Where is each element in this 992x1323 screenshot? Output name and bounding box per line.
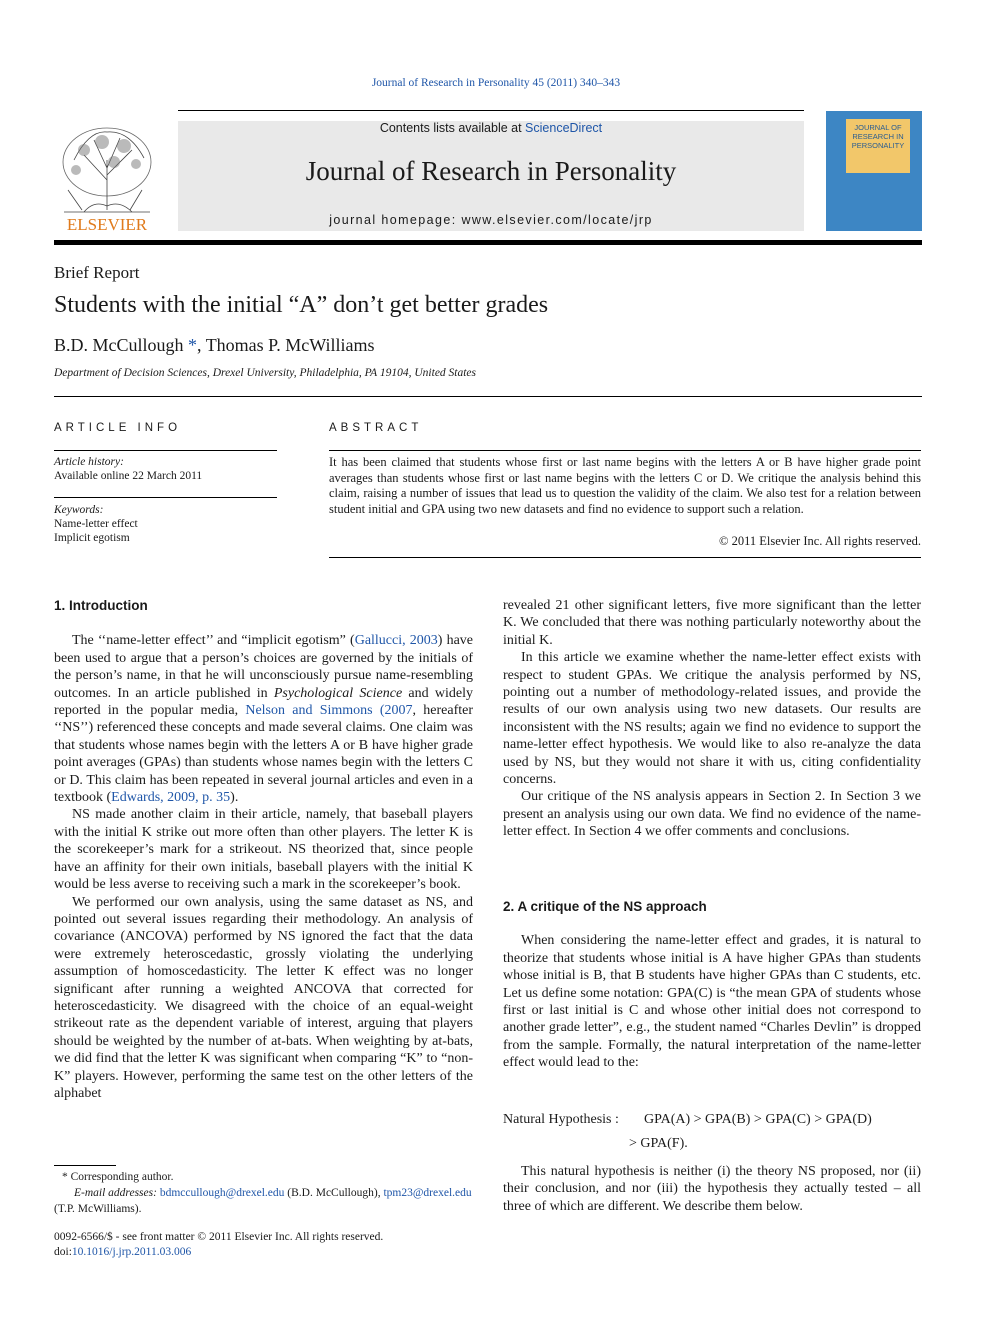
- abstract-copyright: © 2011 Elsevier Inc. All rights reserved.: [718, 534, 921, 548]
- intro-paragraph-1: The ‘‘name-letter effect’’ and “implicit egotism” (Gallucci, 2003) have been used to argue that a person’s choices are governed by the initials of the person’s name, in that he will unconsciously pursue name-resembling outcomes. In an article published in Psychological Science and widely reported in the popular media, Nelson and Simmons (2007, hereafter ‘‘NS’’) referenced these concepts and made several claims. One claim was that students whose names begin with the letters A or B have higher grade point averages (GPAs) than students whose names begin with the letters C or D. This claim has been repeated in several journal articles and even in a textbook (Edwards, 2009, p. 35).: [54, 633, 474, 806]
- email-mcwilliams[interactable]: tpm23@drexel.edu: [383, 1187, 472, 1199]
- intro-paragraph-3: We performed our own analysis, using the same dataset as NS, and pointed out several issues regarding their methodology. An analysis of covariance (ANCOVA) performed by NS ignored the fact that the data were extremely heteroscedastic, grossly violating the underlying assumption of homoscedasticity. The letter K effect was no longer significant after running a weighted ANCOVA that corrected for heteroscedasticity. We disagreed with the choice of an equal-weight strikeout rate as the dependent variable of interest, arguing that players should be weighted by the number of at-bats. When weighting by at-bats, we did find that the letter K was significant when comparing “K” to “non-K” players. However, performing the same test on the other letters of the alphabet: [54, 894, 473, 1101]
- equation-label: Natural Hypothesis :: [503, 1112, 619, 1127]
- footnote-rule: [54, 1165, 116, 1166]
- author-1: B.D. McCullough: [54, 335, 184, 355]
- article-type: Brief Report: [54, 263, 140, 282]
- cite-nelson-simmons[interactable]: Nelson and Simmons (2007: [245, 703, 413, 719]
- info-rule-2: [54, 497, 277, 498]
- doi-link[interactable]: 10.1016/j.jrp.2011.03.006: [71, 1246, 192, 1258]
- title-rule: [54, 396, 922, 397]
- cite-edwards[interactable]: Edwards, 2009, p. 35: [111, 790, 231, 806]
- doi-line: doi:10.1016/j.jrp.2011.03.006: [54, 1246, 192, 1258]
- issn-line: 0092-6566/$ - see front matter © 2011 Elsevier Inc. All rights reserved.: [54, 1231, 384, 1243]
- intro-heading: 1. Introduction: [54, 598, 148, 613]
- corresponding-mark[interactable]: *: [188, 335, 198, 355]
- keywords-label: Keywords:: [54, 504, 104, 516]
- author-2: , Thomas P. McWilliams: [197, 335, 375, 355]
- section-2-paragraph-1: When considering the name-letter effect and grades, it is natural to theorize that students whose initial is A have higher GPAs than students whose initial is B, that B students have higher GPAs than C students, etc. Let us define some notation: GPA(C) is “the mean GPA of students whose first or last initial is C and whose other initial does not correspond to another grade letter”, e.g., the student named “Charles Devlin” is dropped from the sample. Formally, the natural interpretation of the name-letter effect would lead to the:: [503, 933, 921, 1071]
- info-rule-1: [54, 450, 277, 451]
- journal-homepage[interactable]: journal homepage: www.elsevier.com/locate/jrp: [329, 213, 653, 227]
- footnote-emails: E-mail addresses: bdmccullough@drexel.edu (B.D. McCullough), tpm23@drexel.edu (T.P. McWilliams).: [54, 1187, 472, 1215]
- header-rule: [178, 110, 804, 111]
- header-thick-rule: [54, 240, 922, 245]
- publisher-name: ELSEVIER: [66, 215, 148, 232]
- history-value: Available online 22 March 2011: [54, 470, 203, 482]
- email-mccullough[interactable]: bdmccullough@drexel.edu: [159, 1187, 285, 1199]
- intro-paragraph-3-cont: revealed 21 other significant letters, five more significant than the letter K. We concluded that there was nothing particularly noteworthy about the initial K.: [503, 598, 921, 648]
- abstract-text: It has been claimed that students whose first or last name begins with the letters A or B have higher grade point averages than students whose first or last name begins with the letters C or D. We critique the analysis behind this claim, raising a number of issues that lead us to question the validity of the claim. We also test for a relation between student initial and GPA using two new datasets and find no evidence to support such a relation.: [329, 455, 921, 516]
- footnote-corresponding: * Corresponding author.: [62, 1171, 174, 1183]
- abstract-heading: ABSTRACT: [329, 422, 423, 434]
- contents-prefix: Contents lists available at: [379, 121, 526, 135]
- intro-paragraph-5: Our critique of the NS analysis appears in Section 2. In Section 3 we present an analysis using our own data. We find no evidence of the name-letter effect. In Section 4 we offer comments and conclusions.: [503, 789, 921, 840]
- article-info-heading: ARTICLE INFO: [54, 422, 182, 434]
- article-title: Students with the initial “A” don’t get better grades: [54, 292, 549, 318]
- history-label: Article history:: [54, 456, 124, 468]
- footnote-star: *: [62, 1171, 71, 1183]
- author-list: [54, 335, 374, 356]
- journal-title: Journal of Research in Personality: [305, 156, 677, 186]
- equation-line-1: GPA(A) > GPA(B) > GPA(C) > GPA(D): [644, 1112, 872, 1127]
- journal-citation[interactable]: Journal of Research in Personality 45 (2011) 340–343: [371, 77, 621, 89]
- abstract-rule: [329, 450, 921, 451]
- sciencedirect-link[interactable]: ScienceDirect: [525, 121, 603, 135]
- right-column: [503, 597, 921, 841]
- cite-gallucci[interactable]: Gallucci, 2003: [354, 633, 438, 649]
- intro-paragraph-2: NS made another claim in their article, namely, that baseball players with the initial K strike out more often than other players. The letter K is the scorekeeper’s mark for a strikeout. NS theorized that, since people have an affinity for their own initials, baseball players with the initial K would be less averse to receiving such a mark in the scorekeeper’s book.: [54, 807, 473, 893]
- equation-line-2: > GPA(F).: [629, 1136, 688, 1151]
- section-2-heading: 2. A critique of the NS approach: [503, 899, 707, 914]
- left-column: [54, 597, 473, 1102]
- section-2-paragraph-2: This natural hypothesis is neither (i) the theory NS proposed, nor (ii) their conclusion, and nor (iii) the hypothesis they actually tested – all three of which are different. We describe them below.: [503, 1164, 921, 1214]
- contents-line: [178, 121, 804, 135]
- keyword-1: Name-letter effect: [54, 518, 138, 530]
- affiliation: Department of Decision Sciences, Drexel University, Philadelphia, PA 19104, United States: [54, 367, 477, 379]
- elsevier-tree-logo-icon: [54, 120, 160, 232]
- journal-cover: [826, 111, 922, 231]
- cover-text: JOURNAL OF RESEARCH IN PERSONALITY: [851, 123, 905, 150]
- intro-paragraph-4: In this article we examine whether the name-letter effect exists with respect to student GPAs. We critique the analysis performed by NS, pointing out a number of methodology-related issues, and provide the results of our own analysis using two new datasets. Our results are inconsistent with the NS results; again we find no evidence to support the name-letter effect hypothesis. We would like to also re-analyze the data used by NS, but they would not share it with us, citing confidentiality concerns.: [503, 650, 921, 788]
- section-2-para-2-block: [503, 1163, 921, 1215]
- section-2: [503, 898, 921, 1072]
- abstract-bottom-rule: [329, 557, 921, 558]
- keyword-2: Implicit egotism: [54, 532, 130, 544]
